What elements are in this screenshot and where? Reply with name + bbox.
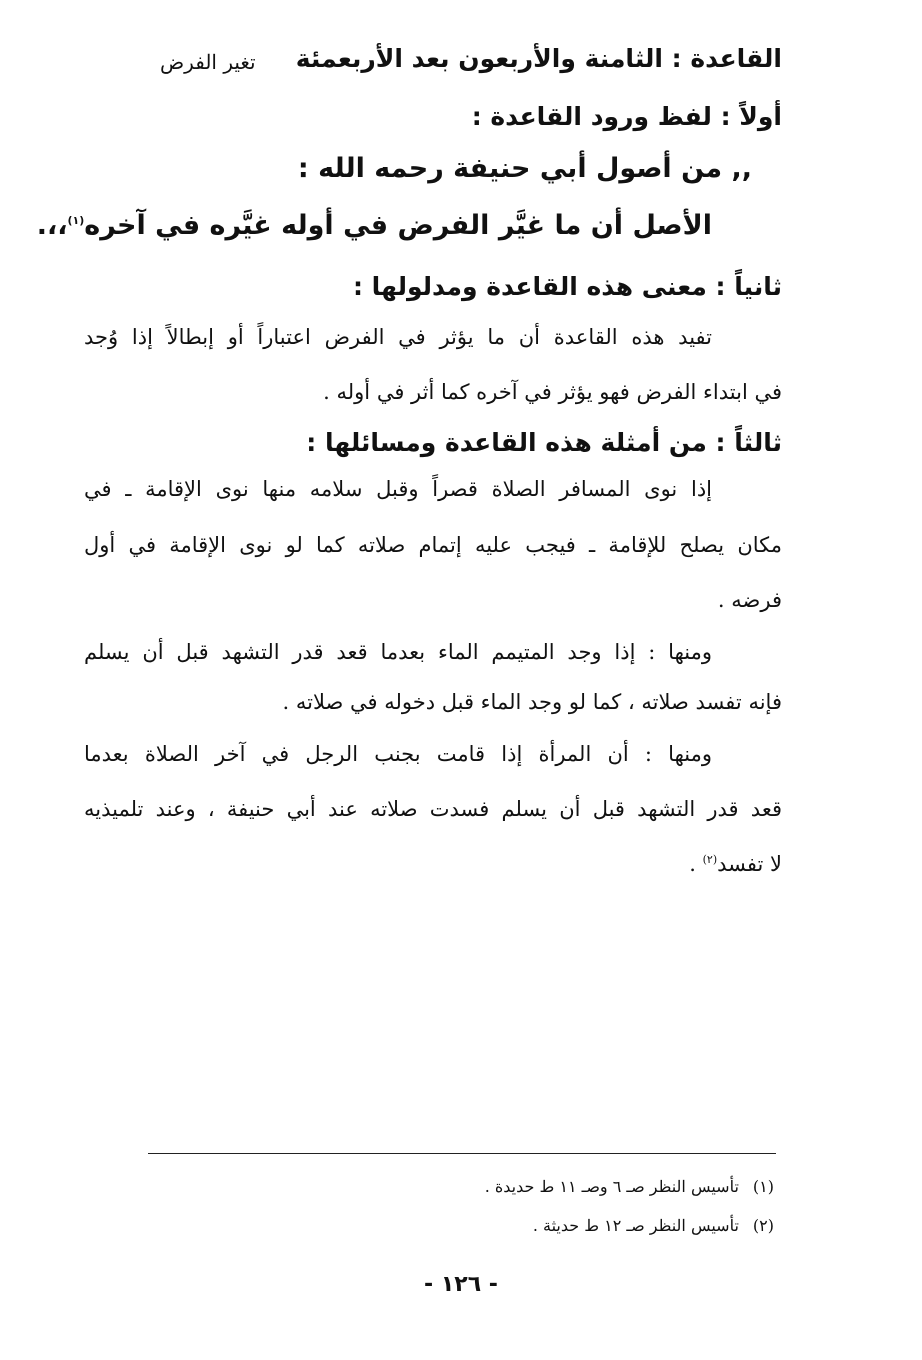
quote-line-2 [36,210,712,241]
example1-line-2: مكان يصلح للإقامة ـ فيجب عليه إتمام صلاته كما لو نوى الإقامة في أول [84,533,782,557]
quote-line-2-text: الأصل أن ما غيَّر الفرض في أوله غيَّره في آخره [84,210,712,241]
rule-tag: تغير الفرض [160,50,256,74]
footnote-ref-2: (٢) [702,853,718,866]
section3-heading: ثالثاً : من أمثلة هذه القاعدة ومسائلها : [306,428,782,457]
example2-line-1: ومنها : إذا وجد المتيمم الماء بعدما قعد قدر التشهد قبل أن يسلم [84,640,712,664]
section2-heading: ثانياً : معنى هذه القاعدة ومدلولها : [352,272,782,301]
section2-line-2: في ابتداء الفرض فهو يؤثر في آخره كما أثر في أوله . [323,380,782,404]
quote-end: ،،. [36,210,68,241]
footnote-1-text: تأسيس النظر صـ ٦ وصـ ١١ ط حديدة . [484,1177,739,1196]
example3-end: . [689,852,703,876]
section1-heading: أولاً : لفظ ورود القاعدة : [471,102,782,131]
page-number: - ١٢٦ - [424,1272,498,1297]
rule-title-text: القاعدة : الثامنة والأربعون بعد الأربعمئة [295,44,782,73]
footnote-2-text: تأسيس النظر صـ ١٢ ط حديثة . [532,1216,739,1235]
quote-line-1: ,, من أصول أبي حنيفة رحمه الله : [297,153,752,184]
footnote-ref-1: (١) [67,214,85,227]
example3-line-3-text: لا تفسد [717,852,782,876]
footnote-1-number: (١) [752,1177,774,1196]
example3-line-3 [84,852,782,876]
footnote-2 [533,1216,774,1235]
footnote-2-number: (٢) [752,1216,774,1235]
example3-line-2: قعد قدر التشهد قبل أن يسلم فسدت صلاته عند أبي حنيفة ، وعند تلميذيه [84,797,782,821]
example1-line-3: فرضه . [717,588,782,612]
example3-line-1: ومنها : أن المرأة إذا قامت بجنب الرجل في آخر الصلاة بعدما [84,742,712,766]
footnote-1 [485,1177,774,1196]
footnote-divider [148,1153,776,1154]
section2-line-1: تفيد هذه القاعدة أن ما يؤثر في الفرض اعتباراً أو إبطالاً إذا وُجد [84,325,712,349]
example2-line-2: فإنه تفسد صلاته ، كما لو وجد الماء قبل دخوله في صلاته . [282,690,782,714]
example1-line-1: إذا نوى المسافر الصلاة قصراً وقبل سلامه منها نوى الإقامة ـ في [84,477,712,501]
